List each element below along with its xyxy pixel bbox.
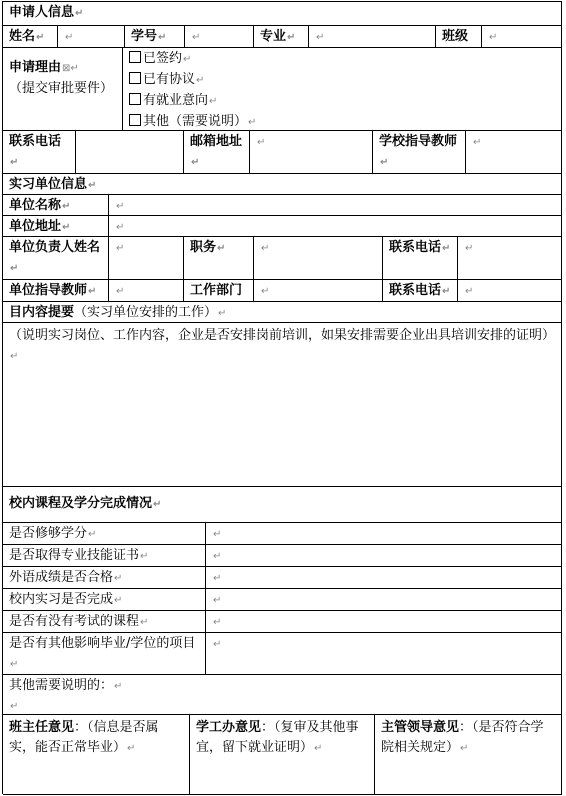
applicant-section-title: 申请人信息 (9, 5, 75, 20)
company-phone-label: 联系电话 (389, 240, 442, 255)
student-affairs-note: ：（复审及其他事宜，留下就业证明） (196, 720, 359, 755)
student-affairs-opinion[interactable]: 学工办意见：（复审及其他事宜，留下就业证明）↵ (190, 715, 375, 795)
department-label: 工作部门 (190, 283, 243, 298)
course-item-label: 是否有没有考试的课程 (9, 614, 140, 629)
course-item-field[interactable]: ↵ (206, 589, 562, 611)
student-id-field[interactable]: ↵ (185, 26, 254, 48)
course-section-header: 校内课程及学分完成情况↵ (3, 487, 562, 523)
other-notes-label: 其他需要说明的： (9, 678, 114, 693)
position-field[interactable]: ↵ (254, 237, 383, 280)
course-item-label: 外语成绩是否合格 (9, 570, 114, 585)
reason-row: 申请理由⊠↵ （提交审批要件） 已签约↵ 已有协议↵ 有就业意向↵ 其他（需要说明）↵ (3, 48, 562, 131)
other-notes-field[interactable]: 其他需要说明的：↵ ↵ (3, 675, 562, 715)
course-row: 是否有其他影响毕业/学位的项目↵ ↵ (3, 633, 562, 675)
applicant-section-header: 申请人信息↵ (3, 2, 562, 26)
course-row: 是否有没有考试的课程↵ ↵ (3, 611, 562, 633)
course-section-title: 校内课程及学分完成情况 (9, 496, 153, 511)
course-item-label: 校内实习是否完成 (9, 592, 114, 607)
course-row: 是否取得专业技能证书↵ ↵ (3, 545, 562, 567)
name-field[interactable]: ↵ (58, 26, 125, 48)
content-hint: （说明实习岗位、工作内容，企业是否安排岗前培训，如果安排需要企业出具培训安排的证明） (9, 328, 556, 343)
company-head-row: 单位负责人姓名↵ ↵ 职务↵ ↵ 联系电话↵ ↵ (3, 237, 562, 280)
checkbox-icon (129, 114, 141, 126)
course-item-label: 是否取得专业技能证书 (9, 548, 140, 563)
course-item-field[interactable]: ↵ (206, 611, 562, 633)
leader-opinion[interactable]: 主管领导意见：（是否符合学院相关规定）↵ (375, 715, 562, 795)
company-name-row: 单位名称↵ ↵ (3, 195, 562, 216)
contact-row: 联系电话↵ 邮箱地址↵ ↵ 学校指导教师↵ ↵ (3, 131, 562, 174)
student-id-label: 学号 (131, 29, 158, 44)
company-address-row: 单位地址↵ ↵ (3, 216, 562, 237)
student-affairs-label: 学工办意见 (196, 720, 262, 735)
email-field[interactable]: ↵ (250, 131, 373, 174)
class-teacher-note: ：（信息是否属实，能否正常毕业） (9, 720, 159, 755)
checkbox-icon (129, 93, 141, 105)
company-head-label: 单位负责人姓名 (9, 240, 101, 255)
reason-option-intention[interactable]: 有就业意向↵ (129, 91, 555, 112)
advisor-field[interactable]: ↵ (466, 131, 562, 174)
department-field[interactable]: ↵ (254, 280, 383, 302)
reason-options (123, 48, 562, 131)
company-tutor-field[interactable]: ↵ (109, 280, 184, 302)
content-area (3, 323, 562, 487)
content-section-header: 目内容提要（实习单位安排的工作）↵ (3, 302, 562, 323)
course-row: 校内实习是否完成↵ ↵ (3, 589, 562, 611)
company-head-field[interactable]: ↵ (109, 237, 184, 280)
reason-note: （提交审批要件） (9, 81, 114, 96)
class-field[interactable]: ↵ (482, 26, 562, 48)
course-item-field[interactable]: ↵ (206, 545, 562, 567)
course-item-label: 是否有其他影响毕业/学位的项目 (9, 636, 196, 651)
phone-label: 联系电话 (9, 134, 62, 149)
leader-note: ：（是否符合学院相关规定） (381, 720, 544, 755)
advisor-label: 学校指导教师 (379, 134, 458, 149)
company-section-header: 实习单位信息↵ (3, 174, 562, 195)
company-section-title: 实习单位信息 (9, 177, 88, 192)
course-item-label: 是否修够学分 (9, 526, 88, 541)
company-phone2-label: 联系电话 (389, 283, 442, 298)
class-teacher-label: 班主任意见 (9, 720, 75, 735)
company-name-label: 单位名称 (9, 198, 62, 213)
checkbox-icon (129, 72, 141, 84)
company-name-field[interactable]: ↵ (109, 195, 562, 216)
course-item-field[interactable]: ↵ (206, 567, 562, 589)
company-address-label: 单位地址 (9, 219, 62, 234)
class-label: 班级 (442, 29, 469, 44)
phone-field[interactable] (76, 131, 184, 174)
content-section-title: 目内容提要 (9, 305, 75, 320)
opinions-row (3, 715, 562, 795)
course-item-field[interactable]: ↵ (206, 633, 562, 675)
reason-option-agreement[interactable]: 已有协议↵ (129, 70, 555, 91)
course-row: 外语成绩是否合格↵ ↵ (3, 567, 562, 589)
course-item-field[interactable]: ↵ (206, 523, 562, 545)
position-label: 职务 (190, 240, 217, 255)
leader-label: 主管领导意见 (381, 720, 460, 735)
major-field[interactable]: ↵ (309, 26, 436, 48)
internship-application-form (2, 1, 562, 794)
content-textarea[interactable]: （说明实习岗位、工作内容，企业是否安排岗前培训，如果安排需要企业出具培训安排的证明）↵ (3, 323, 562, 487)
company-phone2-field[interactable]: ↵ (458, 280, 562, 302)
reason-label: 申请理由 (9, 60, 62, 75)
email-label: 邮箱地址 (190, 134, 243, 149)
checkbox-icon (129, 51, 141, 63)
company-tutor-row: 单位指导教师↵ ↵ 工作部门 ↵ 联系电话↵ ↵ (3, 280, 562, 302)
applicant-basic-row: 姓名↵ ↵ 学号↵ ↵ 专业↵ ↵ 班级 ↵ (3, 26, 562, 48)
major-label: 专业 (260, 29, 287, 44)
other-notes-row (3, 675, 562, 715)
name-label: 姓名 (9, 29, 36, 44)
course-row: 是否修够学分↵ ↵ (3, 523, 562, 545)
reason-option-other[interactable]: 其他（需要说明）↵ (129, 112, 555, 131)
company-phone-field[interactable]: ↵ (458, 237, 562, 280)
company-tutor-label: 单位指导教师 (9, 283, 88, 298)
class-teacher-opinion[interactable]: 班主任意见：（信息是否属实，能否正常毕业）↵ (3, 715, 190, 795)
company-address-field[interactable]: ↵ (109, 216, 562, 237)
reason-option-signed[interactable]: 已签约↵ (129, 49, 555, 70)
content-section-note: （实习单位安排的工作） (74, 305, 218, 320)
